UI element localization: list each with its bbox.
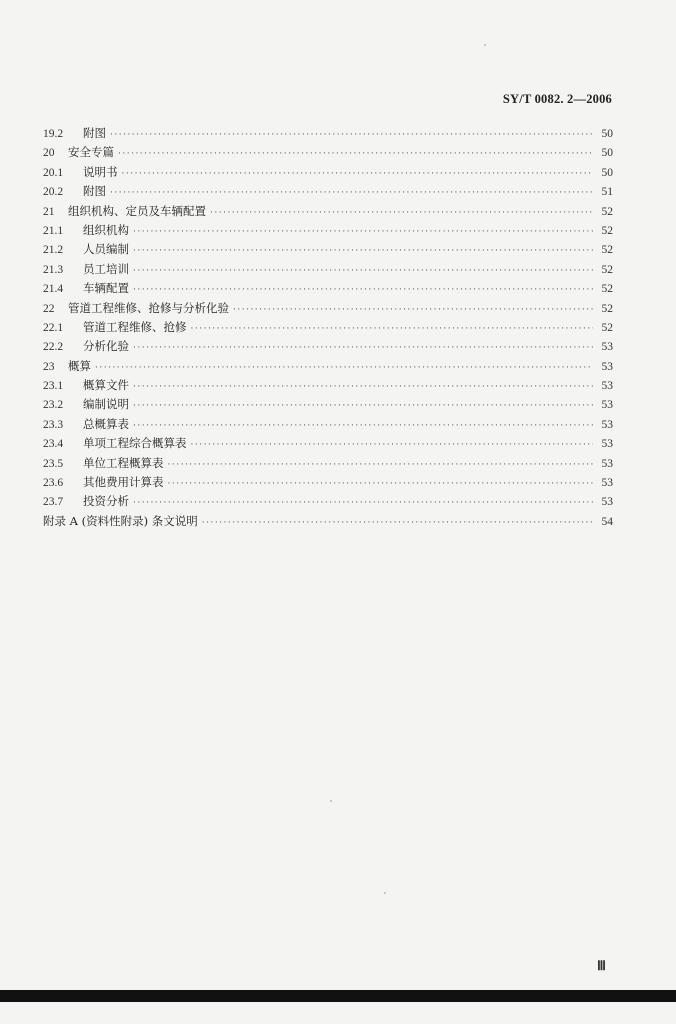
toc-page-number: 53: [601, 496, 613, 509]
toc-page-number: 53: [601, 341, 613, 354]
toc-number: 23.6: [43, 477, 64, 490]
toc-title: 员工培训: [83, 261, 129, 276]
toc-number: 20: [43, 147, 55, 160]
toc-title: 附录 A (资料性附录) 条文说明: [43, 513, 198, 528]
toc-entry[interactable]: [43, 143, 613, 162]
dot-leader: [122, 165, 594, 184]
toc-entry[interactable]: [43, 279, 613, 298]
toc-title: 概算: [68, 358, 91, 373]
toc-title: 人员编制: [83, 242, 129, 257]
dot-leader: [133, 494, 593, 513]
toc-number: 23: [43, 360, 55, 373]
toc-entry[interactable]: [43, 318, 613, 337]
toc-title: 车辆配置: [83, 281, 129, 296]
toc-title: 管道工程维修、抢修与分析化验: [68, 300, 229, 315]
toc-entry[interactable]: [43, 221, 613, 240]
scan-speck: [484, 44, 486, 46]
toc-number: 22: [43, 302, 55, 315]
toc-title: 安全专篇: [68, 145, 114, 160]
dot-leader: [95, 359, 593, 378]
toc-number: 22.1: [43, 321, 64, 334]
toc-entry[interactable]: [43, 260, 613, 279]
dot-leader: [133, 339, 593, 358]
dot-leader: [233, 301, 593, 320]
toc-number: 23.1: [43, 380, 64, 393]
toc-page-number: 51: [601, 186, 613, 199]
toc-number: 21.4: [43, 283, 64, 296]
toc-number: 20.1: [43, 166, 64, 179]
toc-page-number: 53: [601, 457, 613, 470]
toc-page-number: 52: [601, 302, 613, 315]
scan-edge-bar: [0, 990, 676, 1002]
toc-entry[interactable]: [43, 299, 613, 318]
toc-page-number: 53: [601, 360, 613, 373]
toc-page-number: 52: [601, 224, 613, 237]
toc-title: 总概算表: [83, 416, 129, 431]
toc-page-number: 53: [601, 399, 613, 412]
toc-number: 23.3: [43, 418, 64, 431]
toc-number: 21.2: [43, 244, 64, 257]
toc-page-number: 50: [601, 166, 613, 179]
dot-leader: [191, 436, 594, 455]
toc-entry[interactable]: [43, 454, 613, 473]
toc-entry[interactable]: [43, 376, 613, 395]
toc-page-number: 52: [601, 244, 613, 257]
scan-speck: [384, 892, 386, 894]
toc-entry[interactable]: [43, 240, 613, 259]
toc-page-number: 52: [601, 263, 613, 276]
toc-entry[interactable]: [43, 395, 613, 414]
page-number: Ⅲ: [597, 958, 606, 973]
toc-page-number: 53: [601, 380, 613, 393]
toc-title: 管道工程维修、抢修: [83, 319, 187, 334]
toc-entry[interactable]: [43, 415, 613, 434]
toc-entry[interactable]: [43, 434, 613, 453]
dot-leader: [133, 242, 593, 261]
dot-leader: [110, 126, 593, 145]
toc-entry[interactable]: [43, 182, 613, 201]
toc-title: 编制说明: [83, 397, 129, 412]
toc-title: 投资分析: [83, 494, 129, 509]
toc-entry[interactable]: [43, 163, 613, 182]
toc-title: 单项工程综合概算表: [83, 436, 187, 451]
toc-number: 21: [43, 205, 55, 218]
toc-title: 单位工程概算表: [83, 455, 164, 470]
toc-number: 20.2: [43, 186, 64, 199]
toc-entry[interactable]: [43, 492, 613, 511]
dot-leader: [133, 378, 593, 397]
toc-title: 分析化验: [83, 339, 129, 354]
toc-page-number: 53: [601, 418, 613, 431]
table-of-contents: [43, 124, 613, 531]
toc-page-number: 52: [601, 321, 613, 334]
toc-title: 其他费用计算表: [83, 475, 164, 490]
dot-leader: [168, 475, 594, 494]
toc-number: 19.2: [43, 128, 64, 140]
dot-leader: [168, 456, 594, 475]
dot-leader: [118, 145, 593, 164]
toc-entry[interactable]: [43, 124, 613, 143]
scan-speck: [330, 800, 332, 802]
toc-entry[interactable]: [43, 357, 613, 376]
toc-number: 23.5: [43, 457, 64, 470]
dot-leader: [202, 514, 593, 533]
toc-title: 组织机构、定员及车辆配置: [68, 203, 206, 218]
toc-entry-appendix[interactable]: [43, 512, 613, 531]
toc-number: 21.3: [43, 263, 64, 276]
dot-leader: [210, 204, 593, 223]
toc-entry[interactable]: [43, 473, 613, 492]
toc-title: 组织机构: [83, 222, 129, 237]
toc-page-number: 54: [601, 515, 613, 528]
toc-page-number: 52: [601, 283, 613, 296]
toc-number: 22.2: [43, 341, 64, 354]
toc-number: 23.7: [43, 496, 64, 509]
toc-page-number: 50: [601, 147, 613, 160]
toc-title: 概算文件: [83, 378, 129, 393]
toc-number: 21.1: [43, 224, 64, 237]
standard-code: SY/T 0082. 2—2006: [502, 92, 612, 106]
toc-entry[interactable]: [43, 202, 613, 221]
toc-number: 23.4: [43, 438, 64, 451]
toc-page-number: 52: [601, 205, 613, 218]
toc-page-number: 50: [601, 128, 613, 140]
toc-title: 附图: [83, 184, 106, 199]
toc-title: 说明书: [83, 164, 118, 179]
toc-page-number: 53: [601, 438, 613, 451]
dot-leader: [133, 397, 593, 416]
dot-leader: [133, 262, 593, 281]
dot-leader: [133, 417, 593, 436]
toc-title: 附图: [83, 126, 106, 140]
toc-page-number: 53: [601, 477, 613, 490]
toc-number: 23.2: [43, 399, 64, 412]
dot-leader: [191, 320, 594, 339]
toc-entry[interactable]: [43, 337, 613, 356]
dot-leader: [133, 223, 593, 242]
